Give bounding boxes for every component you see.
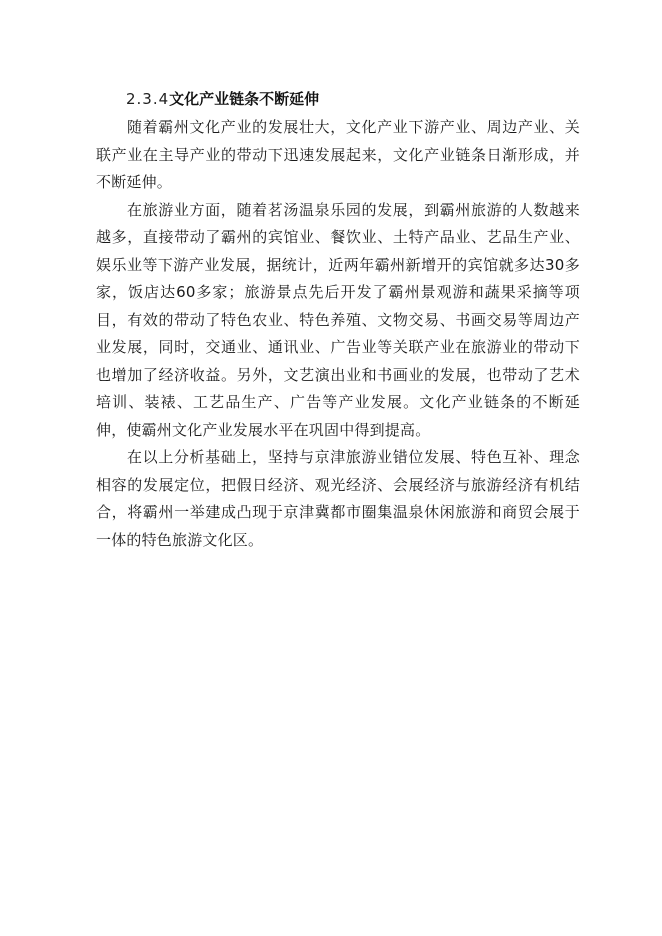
section-heading (96, 84, 580, 114)
paragraph: 在旅游业方面，随着茗汤温泉乐园的发展，到霸州旅游的人数越来越多，直接带动了霸州的宾馆业、餐饮业、土特产品业、艺品生产业、娱乐业等下游产业发展，据统计，近两年霸州新增开的宾馆就多达30多家，饭店达60多家；旅游景点先后开发了霸州景观游和蔬果采摘等项目，有效的带动了特色农业、特色养殖、文物交易、书画交易等周边产业发展，同时，交通业、通讯业、广告业等关联产业在旅游业的带动下也增加了经济收益。另外，文艺演出业和书画业的发展，也带动了艺术培训、装裱、工艺品生产、广告等产业发展。文化产业链条的不断延伸，使霸州文化产业发展水平在巩固中得到提高。 (96, 200, 580, 439)
paragraph: 在以上分析基础上，坚持与京津旅游业错位发展、特色互补、理念相容的发展定位，把假日经济、观光经济、会展经济与旅游经济有机结合，将霸州一举建成凸现于京津冀都市圈集温泉休闲旅游和商贸会展于一体的特色旅游文化区。 (96, 448, 580, 549)
paragraph: 随着霸州文化产业的发展壮大，文化产业下游产业、周边产业、关联产业在主导产业的带动下迅速发展起来，文化产业链条日渐形成，并不断延伸。 (96, 118, 580, 191)
document-body (96, 84, 580, 554)
section-number: 2.3.4 (126, 90, 170, 108)
section-title: 文化产业链条不断延伸 (169, 90, 320, 108)
